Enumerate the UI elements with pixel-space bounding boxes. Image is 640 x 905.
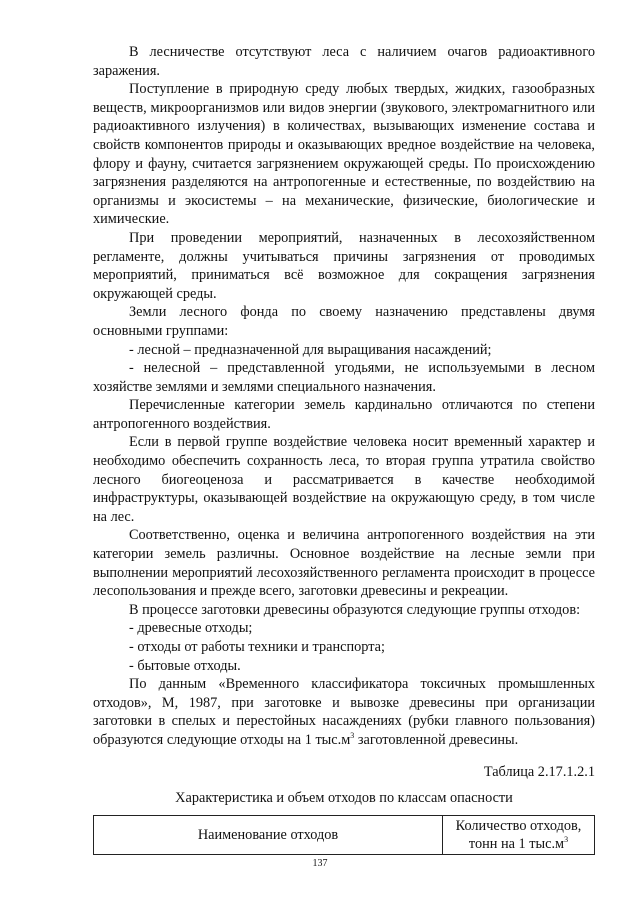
- paragraph: При проведении мероприятий, назначенных в лесохозяйственном регламенте, должны учитываться причины загрязнения от проводимых мероприятий, приниматься всё возможное для сокращения загрязнения окружающей среды.: [93, 229, 595, 302]
- table-header-row: [94, 816, 595, 855]
- paragraph: В лесничестве отсутствуют леса с наличием очагов радиоактивного заражения.: [93, 44, 595, 79]
- paragraph: Соответственно, оценка и величина антропогенного воздействия на эти категории земель различны. Основное воздействие на лесные земли при выполнении мероприятий лесохозяйственного регламента происходит в процессе лесопользования и прежде всего, заготовки древесины и рекреации.: [93, 527, 595, 600]
- paragraph: В процессе заготовки древесины образуются следующие группы отходов:: [129, 601, 581, 618]
- paragraph: Если в первой группе воздействие человека носит временный характер и необходимо обеспечить сохранность леса, то вторая группа утратила свойство лесного биогеоценоза и рассматривается в качестве необходимой инфраструктуры, оказывающей воздействие на окружающую среду, в том числе на лес.: [93, 434, 595, 525]
- list-item: - древесные отходы;: [129, 620, 253, 637]
- waste-table: [93, 815, 595, 855]
- paragraph: Поступление в природную среду любых твердых, жидких, газообразных веществ, микроорганизмов или видов энергии (звукового, электромагнитного или радиоактивного излучения) в количествах, вызывающих изменение состава и свойств компонентов природы и оказывающих вредное воздействие на человека, флору и фауну, считается загрязнением окружающей среды. По происхождению загрязнения разделяются на антропогенные и естественные, по воздействию на организмы и экосистемы – на механические, физические, биологические и химические.: [93, 81, 595, 228]
- table-label: Таблица 2.17.1.2.1: [483, 764, 595, 780]
- superscript: 3: [564, 835, 569, 845]
- paragraph-tail: заготовленной древесины.: [354, 731, 519, 748]
- page-number: 137: [312, 858, 328, 869]
- paragraph: Земли лесного фонда по своему назначению представлены двумя основными группами:: [93, 304, 595, 339]
- header-waste-name: Наименование отходов: [94, 816, 443, 855]
- superscript: 3: [350, 731, 355, 741]
- paragraph: Перечисленные категории земель кардинально отличаются по степени антропогенного воздействия.: [93, 397, 595, 432]
- paragraph-waste-norms: [93, 675, 595, 749]
- paragraph-text: По данным «Временного классификатора токсичных промышленных отходов», М, 1987, при заготовке и вывозке древесины при организации заготовки в спелых и перестойных насаждениях (рубки главного пользования) образуются следующие отходы на 1 тыс.м: [93, 676, 595, 748]
- list-item: - лесной – предназначенной для выращивания насаждений;: [129, 341, 492, 358]
- body-text: [93, 43, 595, 750]
- list-item: - отходы от работы техники и транспорта;: [129, 639, 385, 655]
- table-title: Характеристика и объем отходов по классам опасности: [175, 790, 513, 806]
- header-amount-line1: Количество отходов,: [455, 818, 582, 834]
- list-item: - бытовые отходы.: [129, 657, 241, 674]
- header-amount-line2: тонн на 1 тыс.м: [468, 836, 565, 852]
- header-waste-amount: [443, 816, 595, 855]
- list-item: - нелесной – представленной угодьями, не используемыми в лесном хозяйстве землями и землями специального назначения.: [93, 360, 595, 395]
